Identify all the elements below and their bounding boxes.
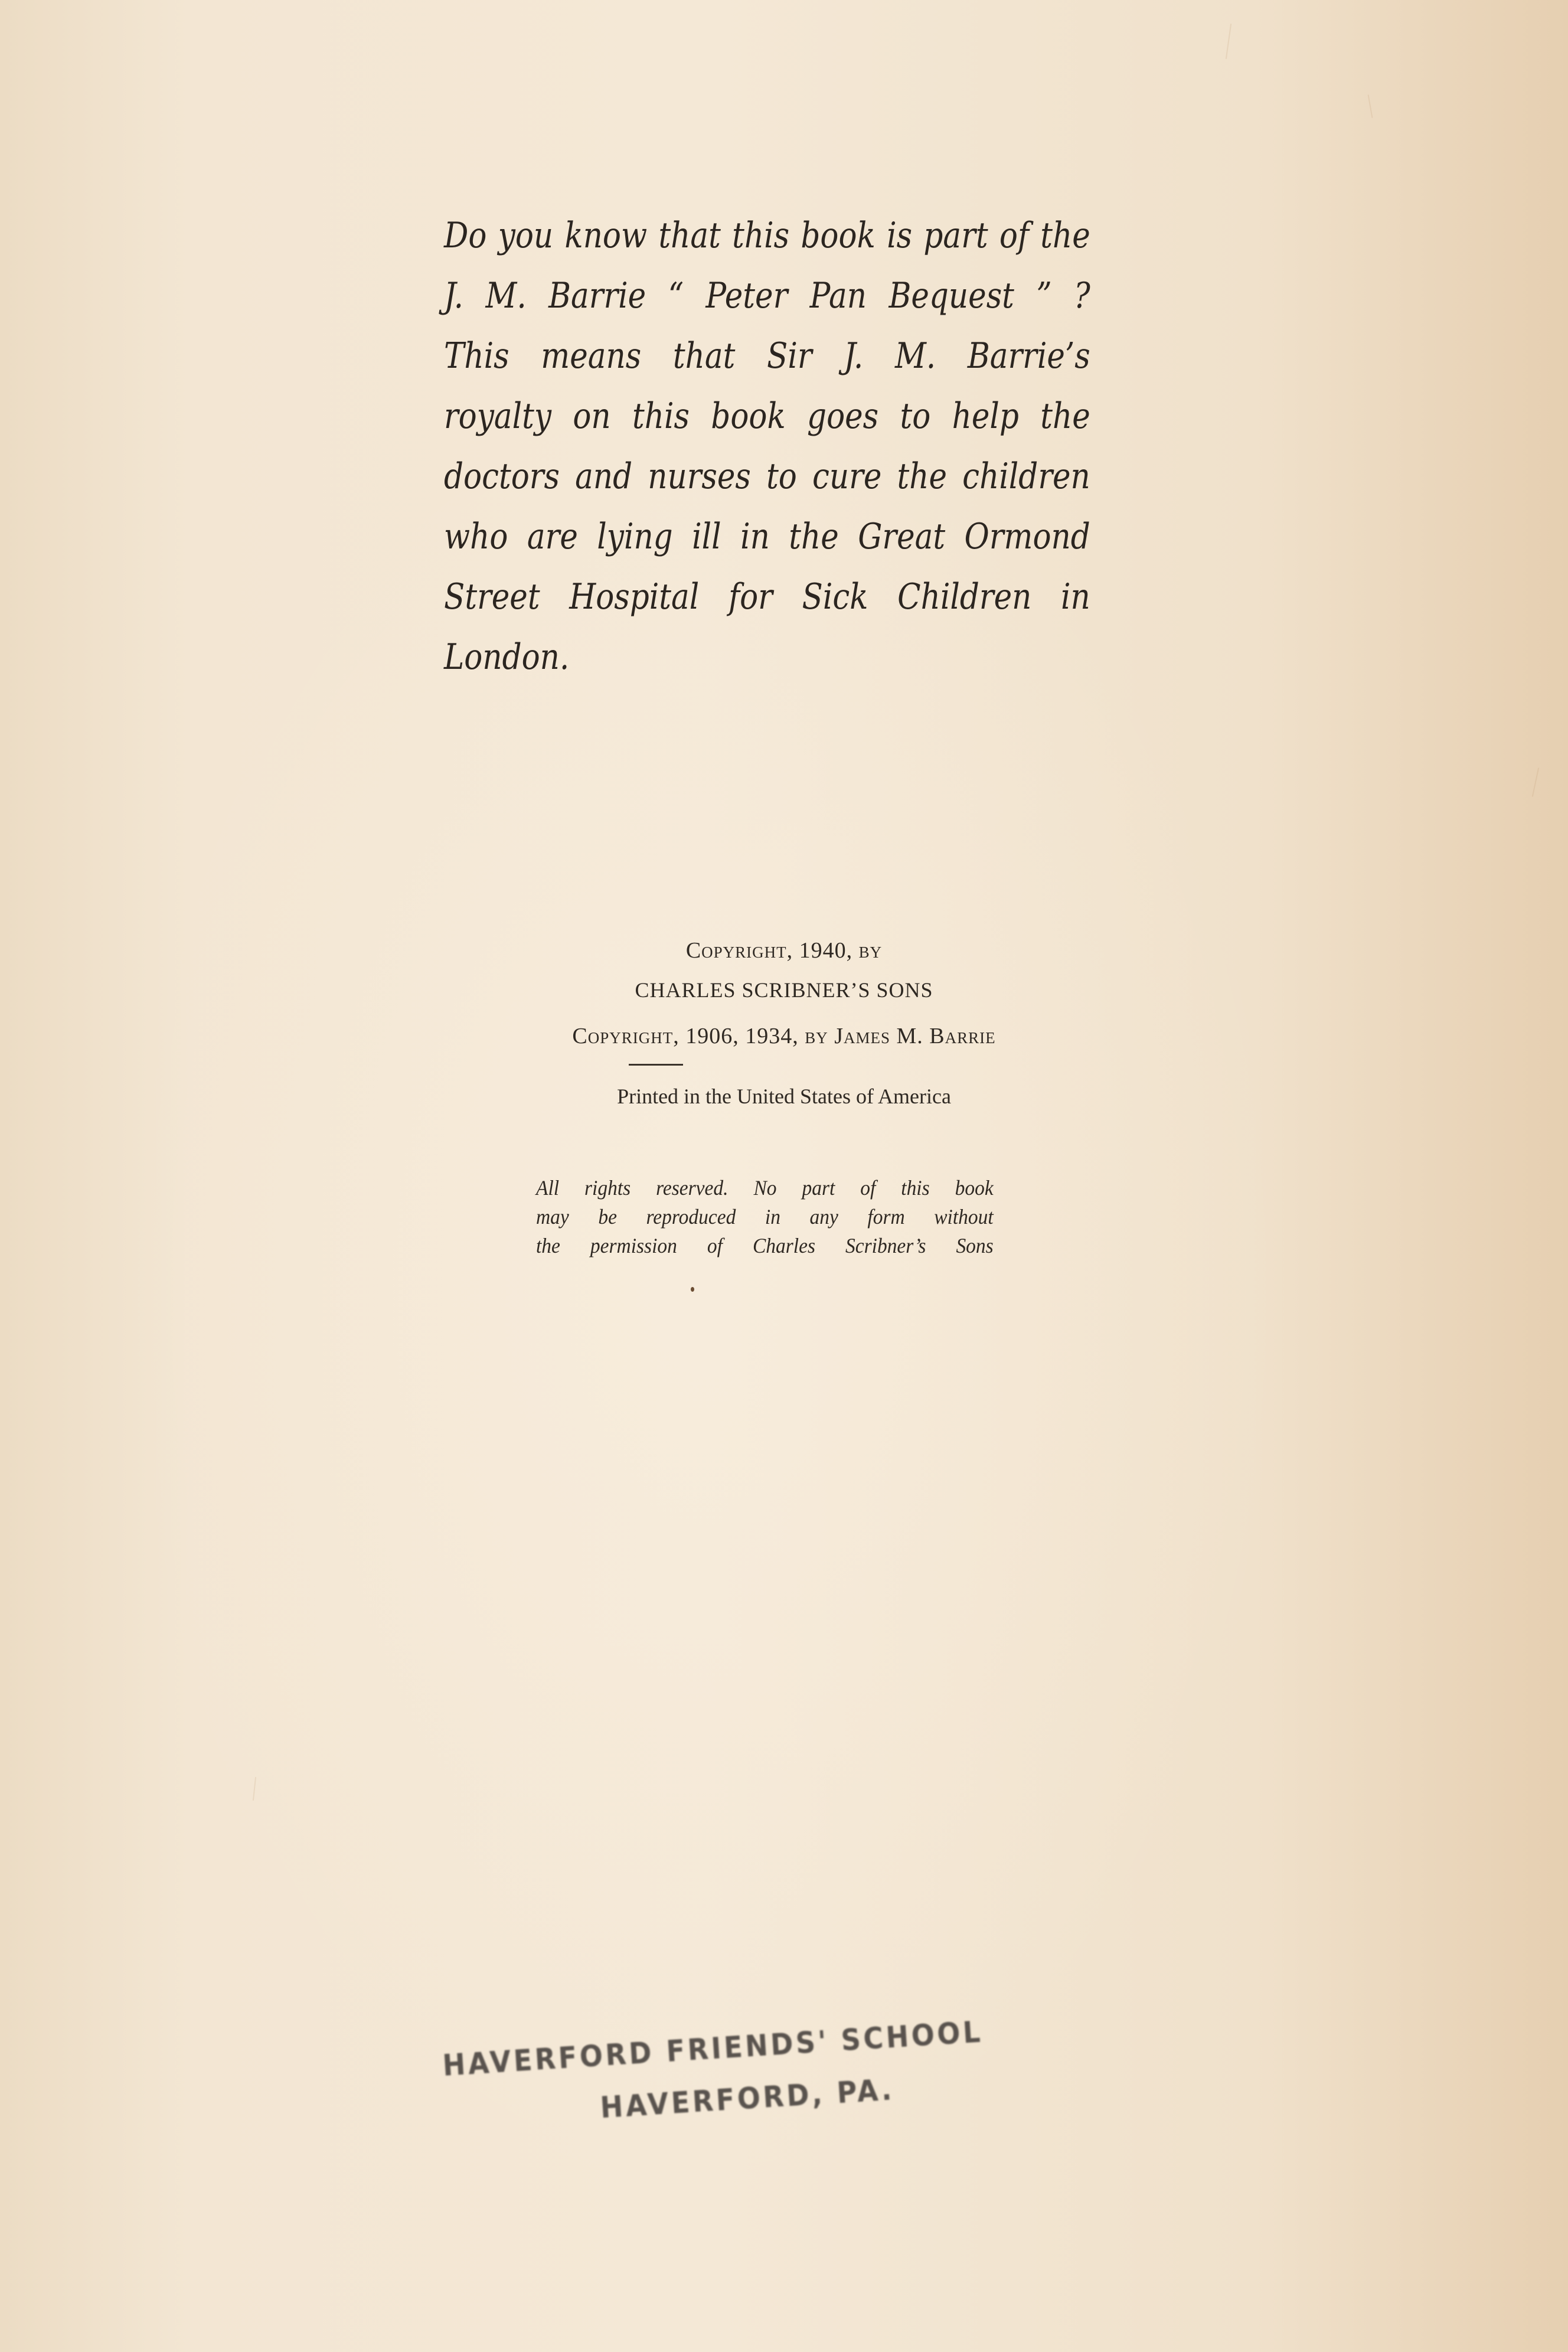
- rights-line: the permission of Charles Scribner’s Sons: [536, 1234, 994, 1257]
- rights-reserved-notice: [536, 1174, 994, 1260]
- bequest-line: Street Hospital for Sick Children in: [444, 576, 1090, 618]
- bequest-line: Do you know that this book is part of the: [444, 215, 1090, 256]
- paper-fibre: [1532, 767, 1539, 796]
- publisher-name: CHARLES SCRIBNER’S SONS: [635, 978, 933, 1002]
- divider-rule: [629, 1064, 683, 1066]
- ink-speck: [691, 1287, 694, 1292]
- paper-fibre: [253, 1777, 256, 1801]
- rights-line: may be reproduced in any form without: [536, 1205, 994, 1229]
- bequest-line: J. M. Barrie “ Peter Pan Bequest ” ?: [444, 275, 1090, 316]
- bequest-line: who are lying ill in the Great Ormond: [444, 516, 1090, 557]
- peter-pan-bequest-note: [444, 205, 1090, 687]
- rights-line: All rights reserved. No part of this book: [536, 1176, 994, 1200]
- stamp-location: HAVERFORD, PA.: [599, 2072, 896, 2125]
- library-stamp: [442, 2005, 1142, 2135]
- paper-fibre: [1368, 94, 1373, 118]
- stamp-school-name: HAVERFORD FRIENDS' SCHOOL: [442, 2014, 984, 2083]
- copyright-1940-line: Copyright, 1940, by: [685, 938, 883, 963]
- bequest-line: This means that Sir J. M. Barrie’s: [444, 335, 1090, 377]
- bequest-line: London.: [444, 636, 570, 678]
- bequest-line: royalty on this book goes to help the: [444, 396, 1090, 437]
- printed-in-line: Printed in the United States of America: [617, 1084, 951, 1108]
- paper-fibre: [1226, 24, 1231, 59]
- copyright-barrie-line: Copyright, 1906, 1934, by James M. Barrie: [572, 1024, 996, 1048]
- bequest-line: doctors and nurses to cure the children: [444, 456, 1090, 497]
